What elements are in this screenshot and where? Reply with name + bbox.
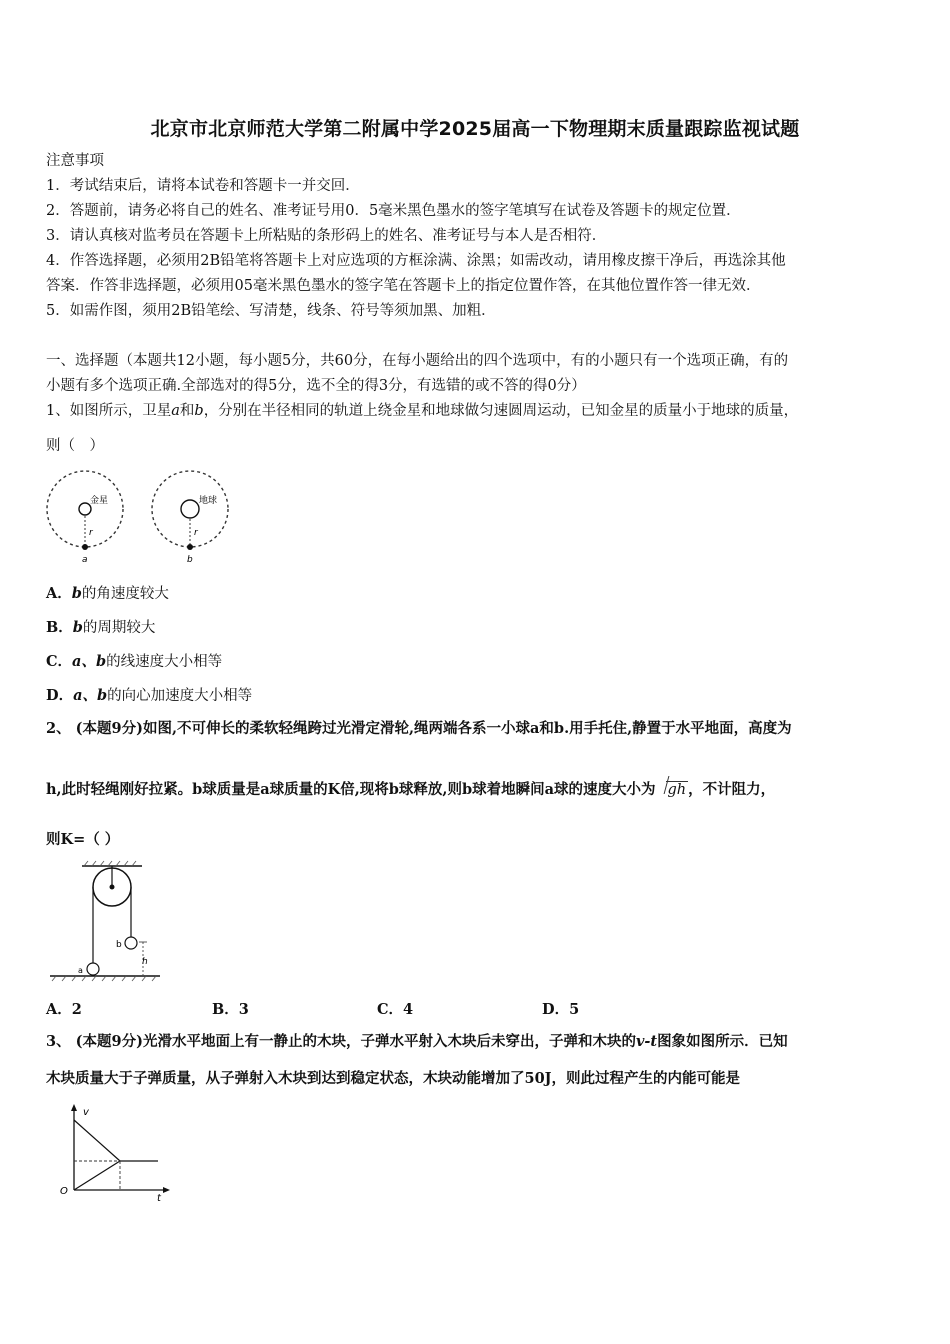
- venus-label: 金星: [90, 496, 109, 506]
- v-axis-label: v: [83, 1107, 89, 1118]
- q2-option-c[interactable]: C．4: [377, 1001, 414, 1018]
- question-3-stem: [46, 1032, 788, 1052]
- q1-orbit-figure: [42, 466, 242, 570]
- q1-var-a: a: [171, 403, 180, 419]
- q1-stem-part2: ，分别在半径相同的轨道上绕金星和地球做匀速圆周运动，已知金星的质量小于地球的质量，: [203, 403, 799, 419]
- q3-stem-part1: 3、 (本题9分)光滑水平地面上有一静止的木块，子弹水平射入木块后未穿出，子弹和木块的: [46, 1033, 636, 1050]
- question-3-stem-cont: 木块质量大于子弹质量，从子弹射入木块到达到稳定状态，木块动能增加了50J，则此过程产生的内能可能是: [46, 1070, 741, 1087]
- q2-pulley-figure: [46, 860, 166, 982]
- radius-label: r: [194, 528, 198, 538]
- q2-option-b[interactable]: B．3: [212, 1001, 249, 1018]
- q1-stem-part1: 1、如图所示，卫星: [46, 403, 172, 419]
- q1-option-c[interactable]: C．a、b的线速度大小相等: [46, 653, 223, 670]
- notice-item: 2．答题前，请务必将自己的姓名、准考证号用0．5毫米黑色墨水的签字笔填写在试卷及答题卡的规定位置．: [46, 203, 741, 219]
- q2-option-a[interactable]: A．2: [46, 1001, 82, 1018]
- earth-label: 地球: [199, 496, 218, 506]
- q1-option-a[interactable]: A．b的角速度较大: [46, 585, 169, 602]
- question-2-stem-end: 则K=（ ）: [46, 831, 120, 848]
- section-heading: 一、选择题（本题共12小题，每小题5分，共60分，在每小题给出的四个选项中，有的小题只有一个选项正确，有的: [46, 353, 789, 369]
- section-heading-cont: 小题有多个选项正确.全部选对的得5分，选不全的得3分，有选错的或不答的得0分）: [46, 378, 586, 394]
- notice-item: 4．作答选择题，必须用2B铅笔将答题卡上对应选项的方框涂满、涂黑；如需改动，请用橡皮擦干净后，再选涂其他: [46, 253, 786, 269]
- q2-option-d[interactable]: D．5: [542, 1001, 580, 1018]
- radius-label: r: [89, 528, 93, 538]
- notice-item: 1．考试结束后，请将本试卷和答题卡一并交回．: [46, 178, 360, 194]
- q1-option-b[interactable]: B．b的周期较大: [46, 619, 156, 636]
- q1-var-b: b: [194, 403, 204, 419]
- notice-item: 3．请认真核对监考员在答题卡上所粘贴的条形码上的姓名、准考证号与本人是否相符．: [46, 228, 607, 244]
- height-label: h: [142, 957, 148, 967]
- question-1-stem-cont: 则（ ）: [46, 438, 104, 454]
- ball-b-label: b: [116, 940, 122, 950]
- q1-option-d[interactable]: D．a、b的向心加速度大小相等: [46, 687, 253, 704]
- notice-item: 5．如需作图，须用2B铅笔绘、写清楚，线条、符号等须加黑、加粗．: [46, 303, 496, 319]
- satellite-a-label: a: [82, 555, 88, 565]
- t-axis-label: t: [157, 1193, 161, 1202]
- origin-label: O: [60, 1186, 68, 1197]
- page-title: 北京市北京师范大学第二附属中学2025届高一下物理期末质量跟踪监视试题: [150, 118, 800, 140]
- question-2-stem: 2、 (本题9分)如图,不可伸长的柔软轻绳跨过光滑定滑轮,绳两端各系一小球a和b.用手托住,静置于水平地面，高度为: [46, 720, 792, 737]
- notice-heading: 注意事项: [46, 153, 104, 169]
- question-1-stem: [46, 401, 798, 421]
- satellite-b-label: b: [187, 555, 193, 565]
- q3-vt-var: v-t: [635, 1033, 658, 1050]
- question-2-stem-cont: [46, 780, 775, 800]
- q3-vt-graph: [54, 1102, 174, 1202]
- ball-a-label: a: [78, 966, 83, 975]
- q3-stem-part2: 图象如图所示．已知: [657, 1033, 788, 1050]
- q1-stem-and: 和: [179, 403, 195, 419]
- q2-stem-part2: ，不计阻力，: [688, 781, 776, 798]
- q2-stem-part1: h,此时轻绳刚好拉紧。b球质量是a球质量的K倍,现将b球释放,则b球着地瞬间a球的速度大小为: [46, 781, 656, 798]
- sqrt-expression: gh: [656, 780, 689, 800]
- notice-item: 答案．作答非选择题，必须用05毫米黑色墨水的签字笔在答题卡上的指定位置作答，在其他位置作答一律无效．: [46, 278, 761, 294]
